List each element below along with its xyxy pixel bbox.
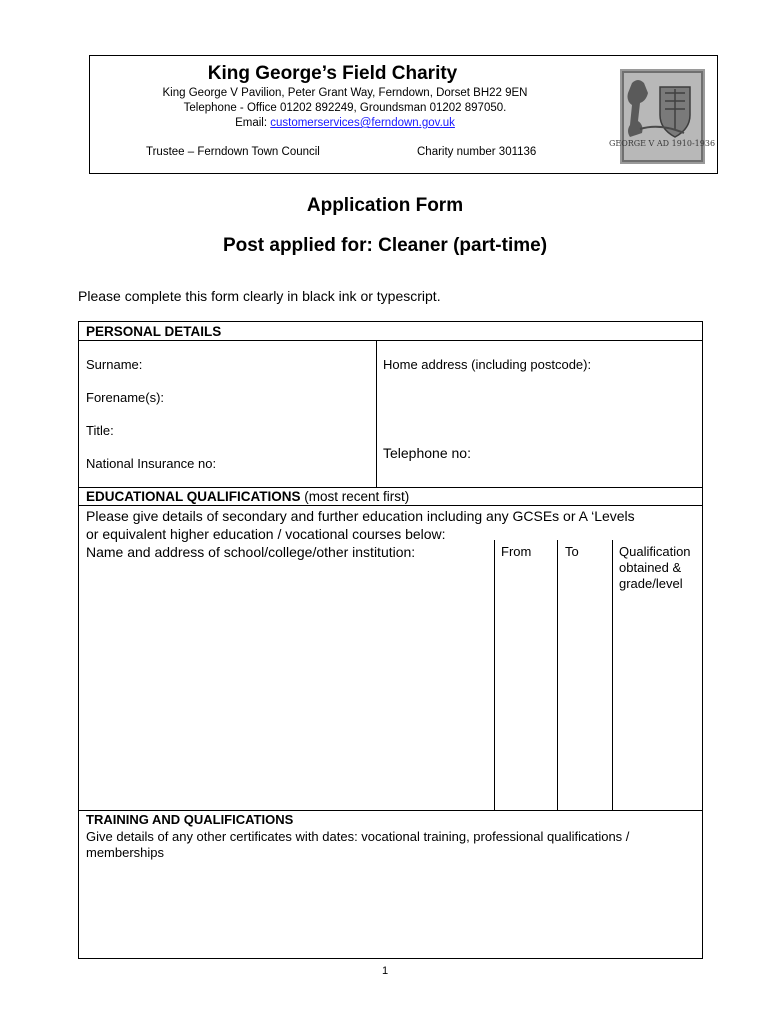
divider [79, 340, 702, 341]
education-intro-line2: or equivalent higher education / vocational courses below: [86, 526, 446, 542]
divider [612, 540, 613, 810]
education-heading-text: EDUCATIONAL QUALIFICATIONS [86, 489, 301, 504]
institution-column-header: Name and address of school/college/other institution: [86, 544, 416, 560]
training-instructions-line2: memberships [86, 845, 165, 860]
divider [79, 810, 702, 811]
org-name: King George’s Field Charity [207, 63, 458, 84]
application-form [78, 321, 703, 959]
qualification-header-line3: grade/level [619, 576, 683, 591]
personal-details-heading: PERSONAL DETAILS [86, 324, 222, 339]
form-instructions: Please complete this form clearly in black ink or typescript. [78, 288, 441, 304]
divider [557, 540, 558, 810]
surname-field[interactable]: Surname: [86, 357, 143, 372]
seal-text: GEORGE V AD 1910-1936 [608, 139, 716, 148]
qualification-column-header [619, 544, 691, 592]
education-heading-note: (most recent first) [300, 489, 410, 504]
charity-seal-image [608, 69, 716, 164]
page-number: 1 [381, 965, 389, 977]
org-telephone: Telephone - Office 01202 892249, Groundsman 01202 897050. [183, 102, 507, 114]
post-title: Post applied for: Cleaner (part-time) [222, 235, 548, 256]
telephone-field[interactable]: Telephone no: [383, 445, 471, 461]
training-instructions-line1: Give details of any other certificates with dates: vocational training, professional qualifications / [86, 829, 630, 844]
education-intro-line1: Please give details of secondary and further education including any GCSEs or A ‘Levels [86, 508, 635, 524]
divider [79, 487, 702, 488]
org-address: King George V Pavilion, Peter Grant Way, Ferndown, Dorset BH22 9EN [162, 87, 528, 99]
qualification-header-line2: obtained & [619, 560, 682, 575]
divider [376, 341, 377, 487]
education-heading [86, 489, 409, 504]
org-email-line [90, 117, 600, 129]
page-title: Application Form [306, 195, 464, 216]
email-link[interactable]: customerservices@ferndown.gov.uk [270, 117, 455, 129]
training-heading: TRAINING AND QUALIFICATIONS [86, 812, 294, 827]
from-column-header: From [501, 544, 532, 559]
ni-number-field[interactable]: National Insurance no: [86, 456, 217, 471]
divider [79, 505, 702, 506]
to-column-header: To [565, 544, 579, 559]
home-address-field[interactable]: Home address (including postcode): [383, 357, 592, 372]
email-prefix: Email: [235, 117, 271, 129]
charity-number: Charity number 301136 [417, 146, 537, 158]
forenames-field[interactable]: Forename(s): [86, 390, 165, 405]
divider [494, 540, 495, 810]
letterhead [89, 55, 718, 174]
trustee-text: Trustee – Ferndown Town Council [146, 146, 320, 158]
qualification-header-line1: Qualification [619, 544, 691, 559]
title-field[interactable]: Title: [86, 423, 114, 438]
